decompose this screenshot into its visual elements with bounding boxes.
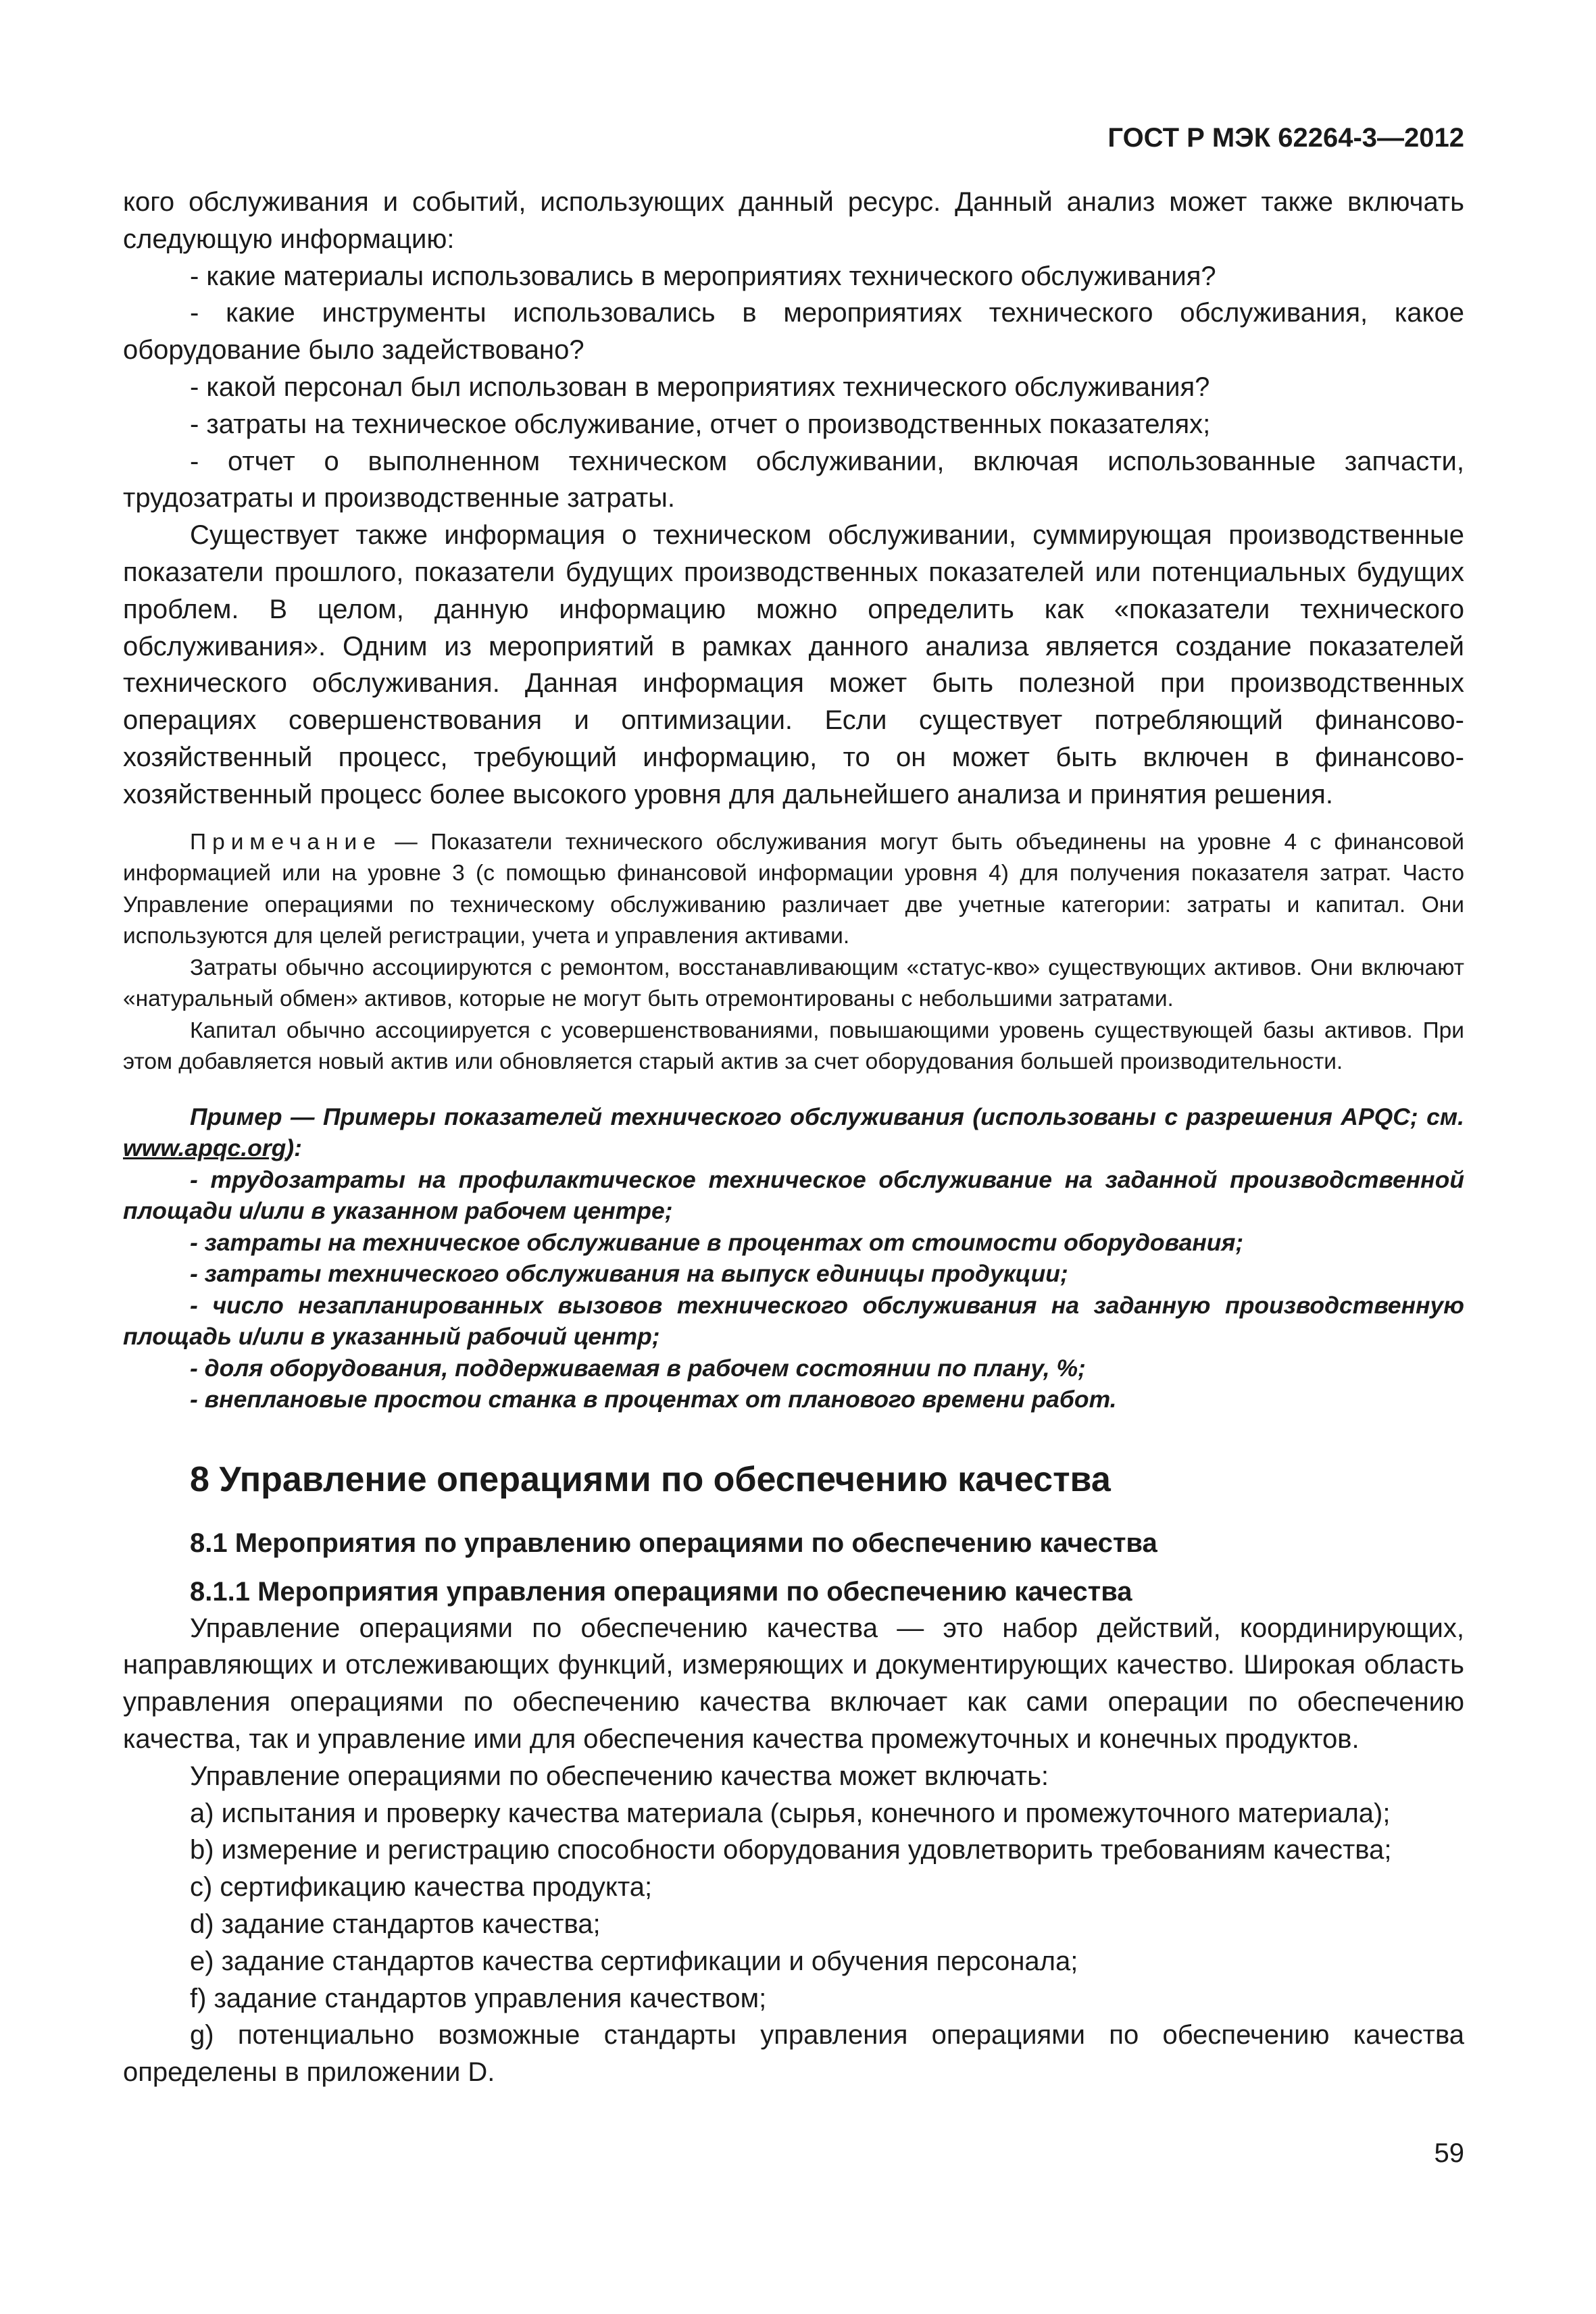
example-item: - затраты на техническое обслуживание в процентах от стоимости оборудования; bbox=[190, 1228, 1244, 1256]
page-number: 59 bbox=[1434, 2138, 1464, 2168]
section-list-item: f) задание стандартов управления качеством; bbox=[190, 1983, 767, 2013]
note-paragraph: Капитал обычно ассоциируется с усовершенствованиями, повышающими уровень существующей базы активов. При этом добавляется новый актив или обновляется старый актив за счет оборудования большей производительности. bbox=[123, 1017, 1464, 1075]
section-list-item: d) задание стандартов качества; bbox=[190, 1909, 601, 1939]
example-item: - трудозатраты на профилактическое техническое обслуживание на заданной производственной площади и/или в указанном рабочем центре; bbox=[123, 1165, 1464, 1225]
list-item: - какой персонал был использован в мероприятиях технического обслуживания? bbox=[190, 372, 1210, 402]
list-item: - отчет о выполненном техническом обслуживании, включая использованные запчасти, трудозатраты и производственные затраты. bbox=[123, 446, 1464, 513]
apqc-link[interactable]: www.apqc.org bbox=[123, 1134, 286, 1162]
list-item: - какие материалы использовались в мероприятиях технического обслуживания? bbox=[190, 261, 1216, 291]
example-item: - затраты технического обслуживания на выпуск единицы продукции; bbox=[190, 1260, 1068, 1288]
example-block bbox=[123, 1101, 1464, 1415]
example-item: - число незапланированных вызовов технического обслуживания на заданную производственную площадь и/или в указанный рабочий центр; bbox=[123, 1291, 1464, 1351]
note-paragraph bbox=[123, 827, 1464, 953]
list-item: - какие инструменты использовались в мероприятиях технического обслуживания, какое оборудование было задействовано? bbox=[123, 298, 1464, 366]
document-body bbox=[123, 184, 1464, 2091]
paragraph-continuation: кого обслуживания и событий, использующих данный ресурс. Данный анализ может также включать следующую информацию: bbox=[123, 187, 1464, 254]
paragraph-maintenance-indicators: Существует также информация о техническом обслуживании, суммирующая производственные показатели прошлого, показатели будущих производственных показателей или потенциальных будущих проблем. В целом, данную информацию можно определить как «показатели технического обслуживания». Одним из мероприятий в рамках данного анализа является создание показателей технического обслуживания. Данная информация может быть полезной при производственных операциях совершенствования и оптимизации. Если существует потребляющий финансово-хозяйственный процесс, требующий информацию, то он может быть включен в финансово-хозяйственный процесс более высокого уровня для дальнейшего анализа и принятия решения. bbox=[123, 520, 1464, 809]
section-list-item: e) задание стандартов качества сертификации и обучения персонала; bbox=[190, 1946, 1078, 1976]
section-list-item: a) испытания и проверку качества материала (сырья, конечного и промежуточного материала); bbox=[190, 1798, 1391, 1828]
section-8-1-1-heading: 8.1.1 Мероприятия управления операциями по обеспечению качества bbox=[190, 1576, 1132, 1607]
section-paragraph: Управление операциями по обеспечению качества — это набор действий, координирующих, направляющих и отслеживающих функций, измеряющих и документирующих качество. Широкая область управления операциями по обеспечению качества включает как сами операции по обеспечению качества, так и управление ими для обеспечения качества промежуточных и конечных продуктов. bbox=[123, 1613, 1464, 1754]
example-intro bbox=[123, 1101, 1464, 1164]
note-paragraph: Затраты обычно ассоциируются с ремонтом, восстанавливающим «статус-кво» существующих активов. Они включают «натуральный обмен» активов, которые не могут быть отремонтированы с небольшими затратами. bbox=[123, 955, 1464, 1012]
example-item: - доля оборудования, поддерживаемая в рабочем состоянии по плану, %; bbox=[190, 1354, 1086, 1382]
document-code-header: ГОСТ Р МЭК 62264-3—2012 bbox=[1107, 123, 1464, 153]
example-intro-end: ): bbox=[286, 1134, 302, 1162]
section-list-item: b) измерение и регистрацию способности оборудования удовлетворить требованиям качества; bbox=[190, 1835, 1392, 1865]
section-list-item: c) сертификацию качества продукта; bbox=[190, 1872, 653, 1903]
example-item: - внеплановые простои станка в процентах от планового времени работ. bbox=[190, 1386, 1117, 1413]
note-block bbox=[123, 827, 1464, 1078]
list-item: - затраты на техническое обслуживание, отчет о производственных показателях; bbox=[190, 409, 1211, 439]
section-list-item: g) потенциально возможные стандарты управления операциями по обеспечению качества определены в приложении D. bbox=[123, 2020, 1464, 2088]
section-paragraph: Управление операциями по обеспечению качества может включать: bbox=[190, 1761, 1049, 1791]
example-intro-text: Пример — Примеры показателей технического обслуживания (использованы с разрешения APQC; см. bbox=[190, 1103, 1464, 1130]
section-8-1-heading: 8.1 Мероприятия по управлению операциями по обеспечению качества bbox=[190, 1528, 1157, 1558]
note-label: Примечание bbox=[190, 829, 382, 855]
section-8-heading: 8 Управление операциями по обеспечению качества bbox=[190, 1459, 1111, 1499]
note-text: — Показатели технического обслуживания могут быть объединены на уровне 4 с финансовой информацией или на уровне 3 (с помощью финансовой информации уровня 4) для получения показателя затрат. Часто Управление операциями по техническому обслуживанию различает две учетные категории: затраты и капитал. Они используются для целей регистрации, учета и управления активами. bbox=[123, 829, 1464, 949]
